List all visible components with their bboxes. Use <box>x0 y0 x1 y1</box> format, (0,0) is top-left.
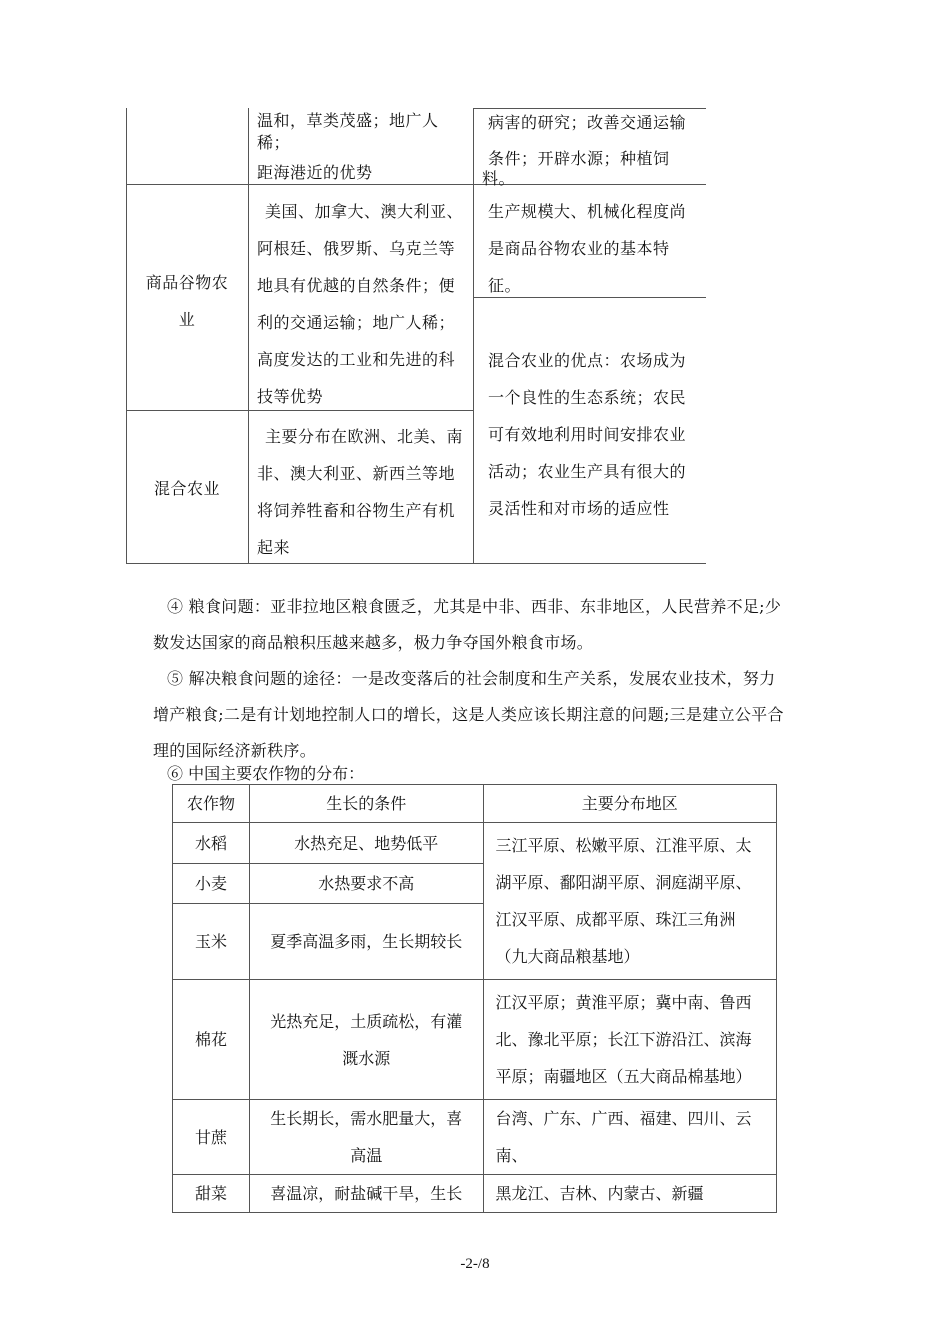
paragraph-solutions <box>153 661 827 769</box>
table-cell <box>257 418 463 566</box>
crop-cell: 棉花 <box>173 980 250 1100</box>
table-row <box>173 980 777 1100</box>
cell-line: 湖平原、鄱阳湖平原、洞庭湖平原、 <box>495 873 752 892</box>
table-row <box>173 823 777 864</box>
cell-line: 生产规模大、机械化程度尚 <box>488 202 687 221</box>
column-header: 生长的条件 <box>249 785 483 823</box>
crop-cell: 甜菜 <box>173 1175 250 1213</box>
table-border <box>248 108 249 564</box>
table-border <box>473 108 474 564</box>
column-header: 主要分布地区 <box>483 785 777 823</box>
cell-line: 阿根廷、俄罗斯、乌克兰等 <box>257 239 456 258</box>
cell-line: 混合农业的优点：农场成为 <box>488 351 687 370</box>
cell-line: 北、豫北平原；长江下游沿江、滨海 <box>495 1030 752 1049</box>
cell-line: 南、 <box>495 1146 528 1165</box>
cell-line: （九大商品粮基地） <box>495 947 640 966</box>
cell-line: 高温 <box>350 1146 383 1165</box>
paragraph-line: ④ 粮食问题：亚非拉地区粮食匮乏，尤其是中非、西非、东非地区，人民营养不足;少 <box>167 597 782 616</box>
cell-line: 是商品谷物农业的基本特 <box>488 239 670 258</box>
column-header: 农作物 <box>173 785 250 823</box>
cell-line: 温和，草类茂盛；地广人 <box>257 111 439 130</box>
cell-line: 灵活性和对市场的适应性 <box>488 499 670 518</box>
cell-line: 利的交通运输；地广人稀； <box>257 313 456 332</box>
region-cell <box>483 980 777 1100</box>
table-cell <box>257 193 463 415</box>
cell-line: 地具有优越的自然条件；便 <box>257 276 456 295</box>
cell-line: 可有效地利用时间安排农业 <box>488 425 687 444</box>
paragraph-line: 增产粮食;二是有计划地控制人口的增长，这是人类应该长期注意的问题;三是建立公平合 <box>153 705 784 724</box>
cell-line: 非、澳大利亚、新西兰等地 <box>257 464 456 483</box>
cell-line: 技等优势 <box>257 387 324 406</box>
cell-line: 台湾、广东、广西、福建、四川、云 <box>495 1109 752 1128</box>
cell-line: 商品谷物农 <box>145 273 229 292</box>
cell-line: 稀； <box>257 133 291 152</box>
cell-line: 生长期长，需水肥量大，喜 <box>270 1109 463 1128</box>
condition-cell: 水热充足、地势低平 <box>249 823 483 864</box>
crop-cell: 小麦 <box>173 864 250 903</box>
table-cell <box>482 110 687 188</box>
cell-line: 高度发达的工业和先进的科 <box>257 350 456 369</box>
table-header-row <box>173 785 777 823</box>
paragraph-line: 理的国际经济新秩序。 <box>153 741 317 760</box>
cell-line: 活动；农业生产具有很大的 <box>488 462 687 481</box>
cell-line: 美国、加拿大、澳大利亚、 <box>265 202 464 221</box>
cell-line: 起来 <box>257 538 291 557</box>
table-cell <box>257 110 439 184</box>
cell-line: 三江平原、松嫩平原、江淮平原、太 <box>495 836 752 855</box>
agriculture-table-continued <box>126 108 706 564</box>
crop-cell: 甘蔗 <box>173 1100 250 1175</box>
condition-cell: 水热要求不高 <box>249 864 483 903</box>
condition-cell: 喜温凉，耐盐碱干旱，生长 <box>249 1175 483 1213</box>
cell-line: 光热充足，土质疏松，有灌 <box>270 1011 463 1031</box>
table-cell <box>488 342 686 527</box>
table-row <box>173 1100 777 1175</box>
table-border <box>473 108 706 109</box>
cell-line: 业 <box>178 310 196 329</box>
page-number: -2-/8 <box>460 1256 490 1272</box>
paragraph-line: 数发达国家的商品粮积压越来越多，极力争夺国外粮食市场。 <box>153 633 594 652</box>
region-cell <box>483 823 777 980</box>
cell-line: 将饲养牲畜和谷物生产有机 <box>257 501 456 520</box>
condition-cell <box>249 1100 483 1175</box>
section-heading: ⑥ 中国主要农作物的分布： <box>167 764 365 783</box>
condition-cell: 夏季高温多雨，生长期较长 <box>249 903 483 979</box>
table-cell-label <box>126 264 248 338</box>
paragraph-line: ⑤ 解决粮食问题的途径：一是改变落后的社会制度和生产关系，发展农业技术，努力 <box>167 669 776 688</box>
crop-cell: 水稻 <box>173 823 250 864</box>
table-row <box>173 1175 777 1213</box>
table-cell <box>488 193 686 304</box>
crop-cell: 玉米 <box>173 903 250 979</box>
cell-line: 距海港近的优势 <box>257 163 373 182</box>
region-cell <box>483 1100 777 1175</box>
cell-line: 料。 <box>482 169 516 188</box>
cell-line: 溉水源 <box>342 1048 391 1068</box>
cell-line: 病害的研究；改善交通运输 <box>488 113 687 132</box>
cell-line: 条件；开辟水源；种植饲 <box>488 149 670 168</box>
table-cell-label: 混合农业 <box>153 479 220 498</box>
condition-cell <box>249 980 483 1100</box>
cell-line: 江汉平原；黄淮平原；冀中南、鲁西 <box>495 993 752 1012</box>
cell-line: 平原；南疆地区（五大商品棉基地） <box>495 1067 752 1086</box>
cell-line: 江汉平原、成都平原、珠江三角洲 <box>495 910 736 929</box>
paragraph-food-problem <box>153 589 827 661</box>
crop-distribution-table <box>172 784 777 1213</box>
cell-line: 征。 <box>488 276 522 295</box>
cell-line: 主要分布在欧洲、北美、南 <box>265 427 464 446</box>
region-cell: 黑龙江、吉林、内蒙古、新疆 <box>483 1175 777 1213</box>
cell-line: 一个良性的生态系统；农民 <box>488 388 687 407</box>
